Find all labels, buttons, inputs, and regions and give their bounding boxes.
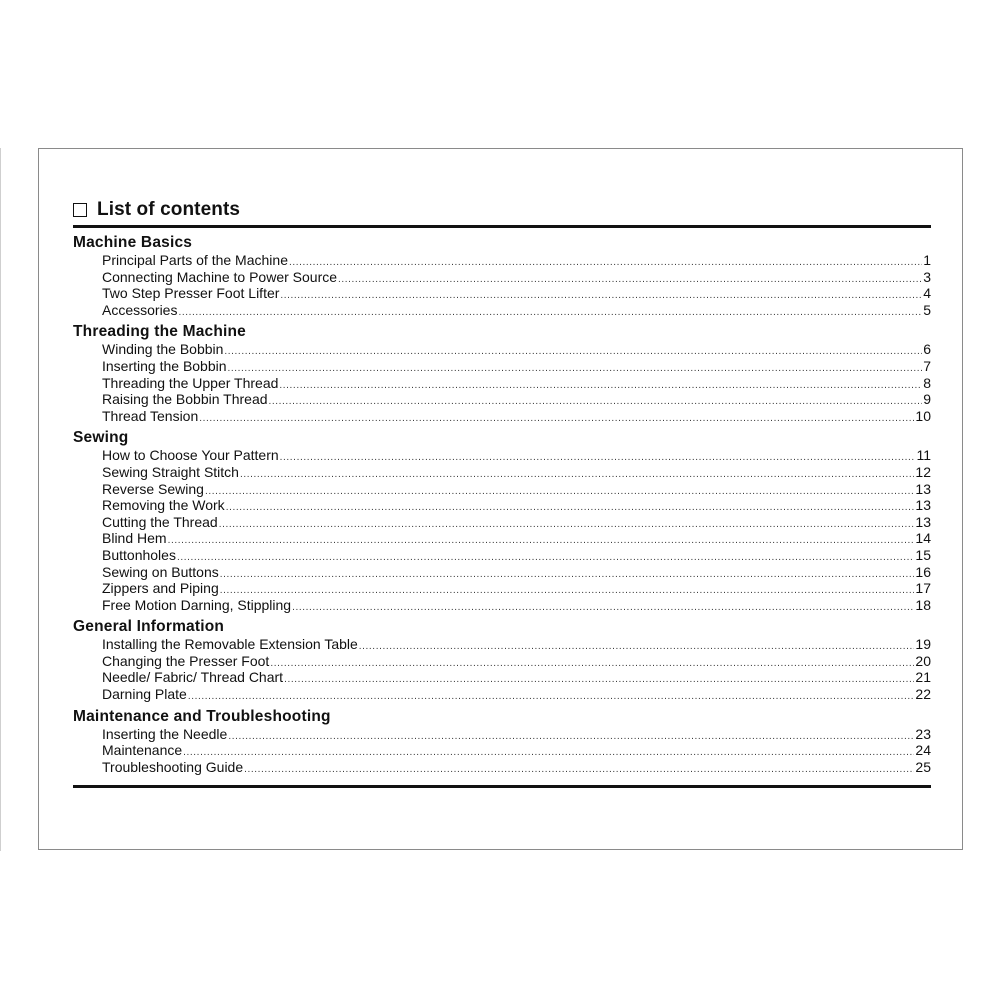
page-title: List of contents bbox=[97, 199, 241, 220]
toc-entry-title: Principal Parts of the Machine bbox=[102, 252, 288, 268]
toc-entry[interactable] bbox=[73, 530, 931, 547]
toc-entry[interactable] bbox=[73, 269, 931, 286]
toc-section bbox=[73, 233, 931, 318]
toc-entry-title: Free Motion Darning, Stippling bbox=[102, 596, 292, 613]
toc-entry[interactable] bbox=[73, 408, 931, 425]
toc-entry-title: Inserting the Needle bbox=[102, 725, 228, 742]
toc-section bbox=[73, 617, 931, 702]
toc-entry[interactable] bbox=[73, 564, 931, 581]
toc-entry-title: Winding the Bobbin bbox=[102, 341, 224, 358]
toc-entry[interactable] bbox=[73, 391, 931, 408]
toc-entry[interactable] bbox=[73, 686, 931, 703]
toc-entry-page-number: 14 bbox=[915, 530, 931, 547]
toc-entry-page-number: 11 bbox=[916, 447, 931, 464]
toc-entry[interactable] bbox=[73, 481, 931, 498]
toc-entry-page-number: 25 bbox=[915, 758, 931, 775]
toc-entry-title: Raising the Bobbin Thread bbox=[102, 391, 268, 408]
toc-entry-title: Needle/ Fabric/ Thread Chart bbox=[102, 669, 284, 686]
toc-entry[interactable] bbox=[73, 514, 931, 531]
toc-header bbox=[73, 197, 933, 223]
toc-entry-page-number: 16 bbox=[915, 563, 931, 580]
dot-leader bbox=[292, 597, 914, 617]
toc-entry[interactable] bbox=[73, 547, 931, 564]
toc-entry-title: Blind Hem bbox=[102, 530, 167, 547]
toc-entry-page-number: 15 bbox=[915, 546, 931, 563]
toc-entry-title: Threading the Upper Thread bbox=[102, 374, 279, 391]
toc-entry-page-number: 7 bbox=[923, 357, 931, 374]
toc-entry-page-number: 18 bbox=[915, 596, 931, 613]
toc-entry-title: Sewing on Buttons bbox=[102, 563, 219, 580]
toc-entry-title: Troubleshooting Guide bbox=[102, 758, 244, 775]
toc-entry[interactable] bbox=[73, 341, 931, 358]
toc-section bbox=[73, 428, 931, 613]
toc-entry-page-number: 1 bbox=[923, 252, 931, 268]
toc-entry-title: Reverse Sewing bbox=[102, 480, 204, 497]
toc-entry-title: Sewing Straight Stitch bbox=[102, 463, 239, 480]
toc-entry-page-number: 13 bbox=[915, 513, 931, 530]
top-rule bbox=[73, 225, 931, 228]
table-of-contents bbox=[73, 233, 931, 779]
toc-entry-page-number: 23 bbox=[915, 725, 931, 742]
toc-entry[interactable] bbox=[73, 447, 931, 464]
toc-entry-page-number: 6 bbox=[923, 341, 931, 358]
toc-entry-title: Two Step Presser Foot Lifter bbox=[102, 285, 280, 302]
toc-entry[interactable] bbox=[73, 358, 931, 375]
toc-entry-page-number: 9 bbox=[923, 391, 931, 408]
bottom-rule bbox=[73, 785, 931, 788]
toc-entry-page-number: 20 bbox=[915, 652, 931, 669]
toc-entry-page-number: 13 bbox=[915, 480, 931, 497]
toc-entry-title: Zippers and Piping bbox=[102, 580, 219, 597]
toc-entry-page-number: 4 bbox=[923, 285, 931, 302]
toc-entry[interactable] bbox=[73, 497, 931, 514]
toc-entry-title: How to Choose Your Pattern bbox=[102, 447, 279, 464]
toc-entry[interactable] bbox=[73, 302, 931, 319]
toc-entry-page-number: 19 bbox=[915, 636, 931, 653]
toc-entry[interactable] bbox=[73, 669, 931, 686]
section-heading: Machine Basics bbox=[73, 234, 193, 251]
toc-entry-title: Maintenance bbox=[102, 742, 183, 759]
toc-entry-title: Cutting the Thread bbox=[102, 513, 218, 530]
toc-entry[interactable] bbox=[73, 464, 931, 481]
toc-entry[interactable] bbox=[73, 742, 931, 759]
toc-entry[interactable] bbox=[73, 580, 931, 597]
toc-entry-page-number: 5 bbox=[923, 301, 931, 318]
section-heading: General Information bbox=[73, 618, 225, 636]
toc-entry-page-number: 17 bbox=[915, 580, 931, 597]
checkbox-square-icon bbox=[73, 203, 87, 217]
toc-entry-page-number: 8 bbox=[923, 374, 931, 391]
toc-entry[interactable] bbox=[73, 375, 931, 392]
toc-entry[interactable] bbox=[73, 636, 931, 653]
toc-entry-title: Changing the Presser Foot bbox=[102, 652, 270, 669]
toc-entry-title: Thread Tension bbox=[102, 407, 199, 424]
dot-leader bbox=[178, 302, 922, 322]
toc-entry[interactable] bbox=[73, 759, 931, 776]
toc-entry-title: Buttonholes bbox=[102, 546, 176, 563]
toc-entry[interactable] bbox=[73, 726, 931, 743]
toc-entry-page-number: 13 bbox=[915, 497, 931, 514]
toc-section bbox=[73, 322, 931, 424]
toc-entry-title: Accessories bbox=[102, 301, 178, 318]
toc-entry-page-number: 10 bbox=[915, 407, 931, 424]
document-page bbox=[38, 148, 963, 850]
toc-entry-page-number: 22 bbox=[915, 686, 931, 703]
toc-section bbox=[73, 707, 931, 776]
toc-entry-title: Inserting the Bobbin bbox=[102, 357, 227, 374]
toc-entry-title: Darning Plate bbox=[102, 686, 187, 703]
section-heading: Threading the Machine bbox=[73, 323, 246, 341]
toc-entry[interactable] bbox=[73, 252, 931, 269]
toc-entry-page-number: 24 bbox=[915, 742, 931, 759]
left-edge-line bbox=[0, 148, 1, 851]
dot-leader bbox=[188, 686, 915, 706]
toc-entry-title: Connecting Machine to Power Source bbox=[102, 268, 338, 285]
toc-entry-page-number: 12 bbox=[915, 463, 931, 480]
toc-entry[interactable] bbox=[73, 653, 931, 670]
dot-leader bbox=[244, 759, 914, 779]
section-heading: Maintenance and Troubleshooting bbox=[73, 707, 331, 725]
toc-entry-page-number: 21 bbox=[915, 669, 931, 686]
section-heading: Sewing bbox=[73, 429, 129, 447]
toc-entry-page-number: 3 bbox=[923, 268, 931, 285]
toc-entry-title: Removing the Work bbox=[102, 497, 225, 514]
dot-leader bbox=[199, 408, 914, 428]
toc-entry-title: Installing the Removable Extension Table bbox=[102, 636, 358, 653]
toc-entry[interactable] bbox=[73, 597, 931, 614]
toc-entry[interactable] bbox=[73, 285, 931, 302]
